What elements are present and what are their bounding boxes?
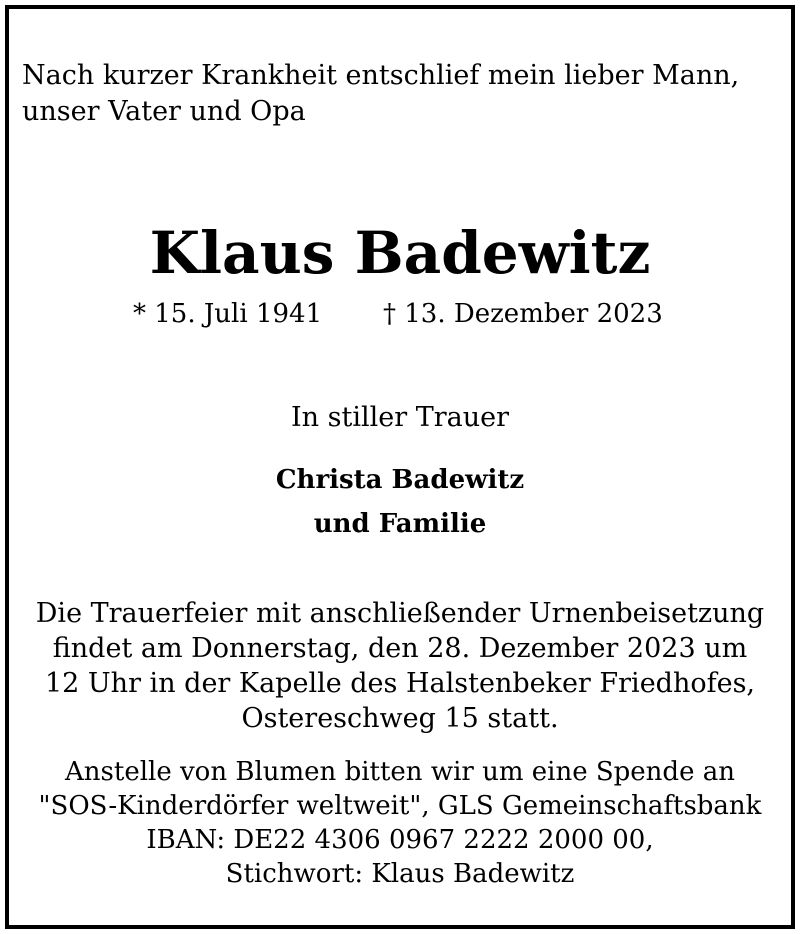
deceased-name: Klaus Badewitz	[149, 219, 651, 287]
ceremony-line: findet am Donnerstag, den 28. Dezember 2023 um	[52, 633, 748, 664]
death-date: † 13. Dezember 2023	[383, 299, 663, 329]
intro-line: unser Vater und Opa	[22, 96, 306, 127]
donation-line: Anstelle von Blumen bitten wir um eine Spende an	[65, 757, 735, 787]
donation-text	[0, 755, 800, 891]
mourner-name: Christa Badewitz	[275, 465, 525, 495]
intro-text	[22, 58, 782, 130]
mourner-family: und Familie	[313, 509, 487, 539]
donation-line: Stichwort: Klaus Badewitz	[225, 859, 575, 889]
donation-line: IBAN: DE22 4306 0967 2222 2000 00,	[146, 825, 654, 855]
mourning-heading: In stiller Trauer	[290, 402, 509, 433]
mourners	[0, 458, 800, 546]
ceremony-line: Ostereschweg 15 statt.	[241, 703, 559, 734]
donation-line: "SOS-Kinderdörfer weltweit", GLS Gemeinschaftsbank	[38, 791, 762, 821]
ceremony-text	[0, 596, 800, 736]
ceremony-line: Die Trauerfeier mit anschließender Urnenbeisetzung	[35, 598, 765, 629]
intro-line: Nach kurzer Krankheit entschlief mein lieber Mann,	[22, 60, 740, 91]
birth-date: * 15. Juli 1941	[133, 299, 323, 329]
ceremony-line: 12 Uhr in der Kapelle des Halstenbeker Friedhofes,	[44, 668, 756, 699]
